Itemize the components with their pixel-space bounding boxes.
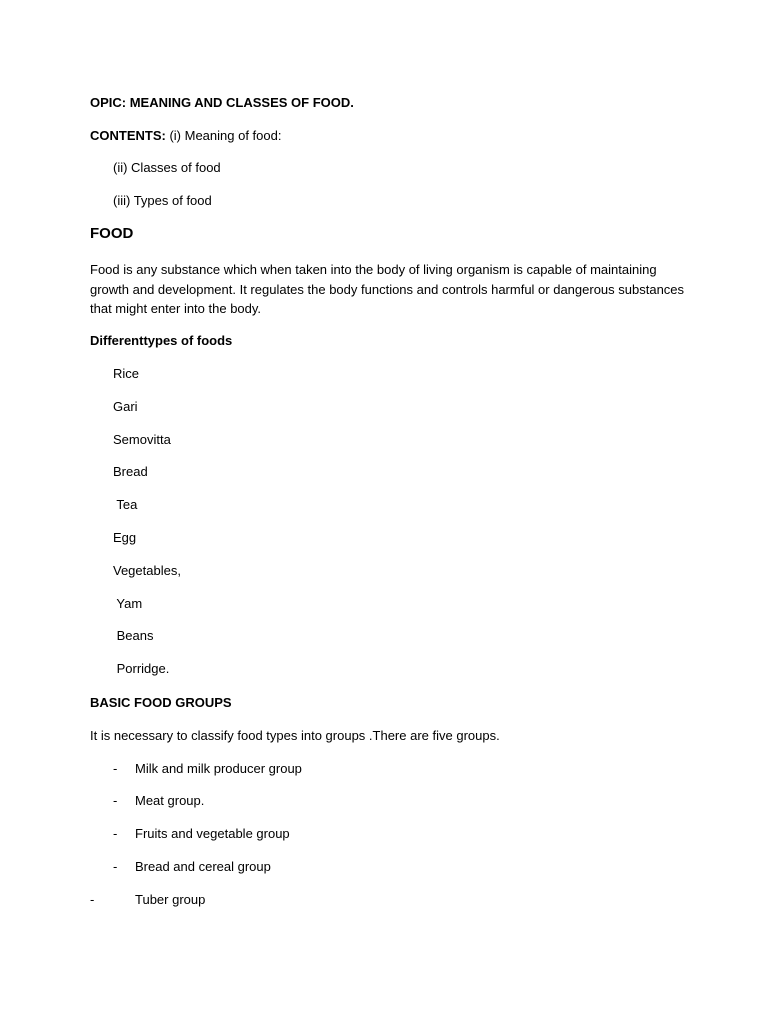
types-heading: Differenttypes of foods: [90, 333, 233, 348]
bullet-dash: -: [113, 826, 118, 841]
food-paragraph: Food is any substance which when taken into the body of living organism is capable of maintaining growth and development. It regulates the body functions and controls harmful or dangerous substances that might enter into the body.: [90, 262, 685, 316]
food-group-item: Tuber group: [135, 892, 206, 907]
food-group-item: Bread and cereal group: [135, 859, 271, 874]
bullet-dash: -: [113, 793, 118, 808]
food-type-item: Vegetables,: [113, 563, 181, 578]
food-group-item: Milk and milk producer group: [135, 761, 302, 776]
contents-label: CONTENTS:: [90, 128, 166, 143]
contents-item-3: (iii) Types of food: [113, 193, 212, 208]
food-type-item: Tea: [113, 497, 138, 512]
food-group-item: Fruits and vegetable group: [135, 826, 290, 841]
groups-heading: BASIC FOOD GROUPS: [90, 695, 232, 710]
food-type-item: Egg: [113, 530, 137, 545]
food-type-item: Porridge.: [113, 661, 170, 676]
food-heading: FOOD: [90, 225, 134, 242]
food-group-item: Meat group.: [135, 793, 205, 808]
bullet-dash: -: [90, 892, 95, 907]
contents-line: [90, 128, 281, 144]
food-type-item: Beans: [113, 628, 154, 643]
food-type-item: Gari: [113, 399, 138, 414]
food-type-item: Bread: [113, 464, 148, 479]
food-type-item: Semovitta: [113, 432, 171, 447]
contents-item-1: (i) Meaning of food:: [169, 128, 282, 143]
contents-item-2: (ii) Classes of food: [113, 160, 221, 175]
food-type-item: Yam: [113, 596, 143, 611]
groups-intro: It is necessary to classify food types into groups .There are five groups.: [90, 728, 500, 743]
food-type-item: Rice: [113, 366, 140, 381]
bullet-dash: -: [113, 859, 118, 874]
bullet-dash: -: [113, 761, 118, 776]
topic-title: OPIC: MEANING AND CLASSES OF FOOD.: [90, 95, 354, 110]
